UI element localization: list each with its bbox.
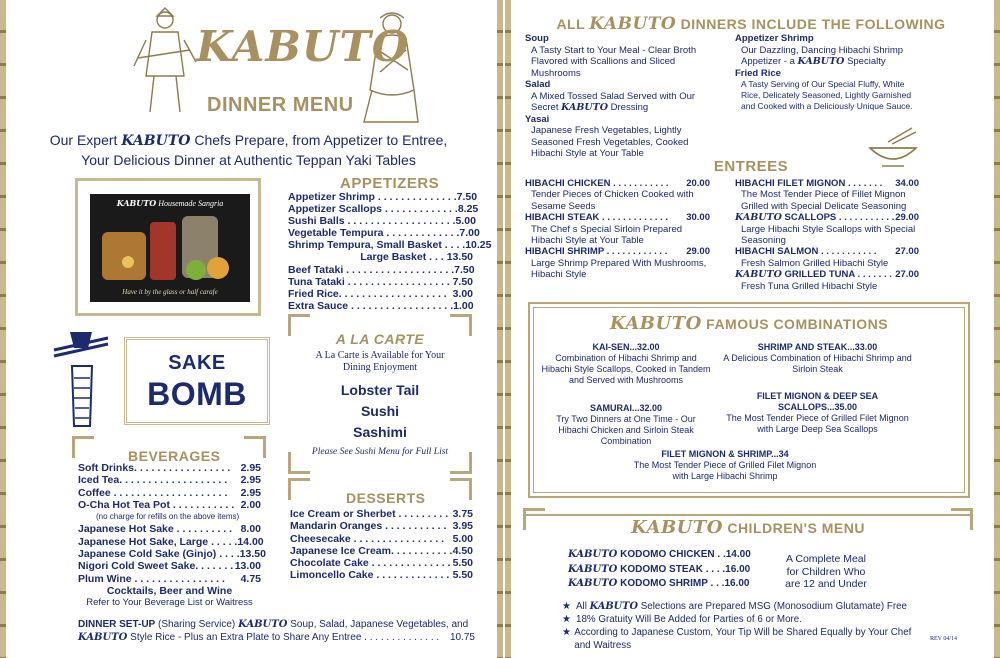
dinner-setup: DINNER SET-UP (Sharing Service) KABUTO Soup, Salad, Japanese Vegetables, and KABUTO Style Rice - Plus an Extra Plate to Share Any Entree . . . . . . . . . . . . . . 10.75 (78, 619, 475, 643)
kabuto-logo: KABUTO (561, 102, 609, 113)
star-bullet-icon: ★ (562, 627, 571, 638)
frame-corner (72, 436, 94, 458)
salad-label: Salad (525, 79, 551, 90)
desserts-list (290, 508, 473, 582)
kabuto-logo: KABUTO (196, 22, 410, 71)
childrens-top-rule (523, 514, 973, 516)
menu-item: Fried Rice. . . . . . . . . . . . . . . . . . . 3.00 (288, 287, 473, 300)
kabuto-logo: KABUTO (568, 563, 618, 575)
a-la-carte-item: Sashimi (353, 424, 407, 440)
tip-note: ★ According to Japanese Custom, Your Tip Will be Shared Equally by Your Chef and Waitress (562, 627, 912, 651)
sake-bomb-box: SAKE BOMB (124, 337, 270, 425)
menu-item: Japanese Cold Sake (Ginjo) . . . . 13.50 (78, 548, 266, 561)
star-bullet-icon: ★ (562, 601, 571, 612)
sushi-menu-note: Please See Sushi Menu for Full List (311, 447, 449, 457)
includes-right-column (735, 33, 917, 112)
menu-item: Appetizer Scallops . . . . . . . . . . . . . 8.25 (288, 203, 479, 216)
menu-item: Large Basket . . . 13.50 (360, 251, 473, 264)
menu-item: Limoncello Cake . . . . . . . . . . . . . 5.50 (290, 569, 473, 582)
kabuto-logo: KABUTO (568, 549, 618, 560)
menu-item: Soft Drinks. . . . . . . . . . . . . . . . . 2.95 (78, 462, 261, 474)
childrens-heading: KABUTO CHILDREN'S MENU (631, 517, 865, 538)
entrees-right-column: HIBACHI FILET MIGNON . . . . . . . 34.00 The Most Tender Piece of Fillet Mignon Grilled with Special Delicate Seasoning KABUTO SCALLOPS . . . . . . . . . . . 29.00 Large Hibachi Style Scallops with Special Seasoning HIBACHI SALMON . . . . . . . . . . . 27.00 Fresh Salmon Grilled Hibachi Style KABUTO GRILLED TUNA . . . . . . . 27.00 Fresh Tuna Grilled Hibachi Style (735, 178, 919, 292)
menu-item: Coffee . . . . . . . . . . . . . . . . . . . . 2.95 (78, 486, 261, 499)
appetizer-shrimp-description: Our Dazzling, Dancing Hibachi Shrimp Appetizer - a KABUTO Specialty (741, 44, 904, 67)
kabuto-logo: KABUTO (78, 631, 128, 643)
menu-item: Appetizer Shrimp . . . . . . . . . . . . . . 7.50 (288, 191, 478, 203)
frame-corner (244, 436, 266, 458)
appetizer-shrimp-label: Appetizer Shrimp (735, 33, 814, 44)
menu-item: Tuna Tataki . . . . . . . . . . . . . . . . . . 7.50 (288, 275, 473, 288)
revision-code: REV 04/14 (930, 636, 958, 642)
menu-item: Beef Tataki . . . . . . . . . . . . . . . . . . . 7.50 (288, 263, 475, 276)
menu-title: DINNER MENU (207, 94, 354, 116)
entree-item: HIBACHI SALMON . . . . . . . . . . . 27.00 (735, 246, 919, 258)
kabuto-logo: KABUTO (121, 133, 191, 149)
appetizers-list (288, 191, 492, 312)
cocktails-line: Cocktails, Beer and Wine (106, 584, 233, 597)
includes-heading: ALL KABUTO DINNERS INCLUDE THE FOLLOWING (556, 14, 946, 34)
menu-item: Japanese Hot Sake . . . . . . . . . . 8.00 (78, 523, 261, 536)
kabuto-logo: KABUTO (589, 601, 638, 612)
bamboo-border-left (0, 0, 6, 658)
star-bullet-icon: ★ (562, 614, 571, 625)
entree-item: KABUTO SCALLOPS . . . . . . . . . . . 29.00 (735, 212, 919, 224)
tagline-line-2: Your Delicious Dinner at Authentic Teppan Yaki Tables (81, 152, 416, 168)
menu-item: Japanese Hot Sake, Large . . . . . 14.00 (78, 535, 264, 548)
a-la-carte-items (288, 380, 472, 443)
menu-item: Mandarin Oranges . . . . . . . . . . . 3.95 (290, 520, 473, 533)
frame-corner (450, 478, 472, 500)
beverages-heading: BEVERAGES (128, 448, 221, 464)
a-la-carte-heading: A LA CARTE (335, 331, 425, 347)
menu-item: Vegetable Tempura . . . . . . . . . . . . . 7.00 (288, 227, 480, 240)
a-la-carte-item: Lobster Tail (340, 382, 420, 398)
sangria-glasses-image (98, 212, 242, 282)
menu-item: Extra Sauce . . . . . . . . . . . . . . . . . . 1.00 (288, 299, 474, 312)
bamboo-border-center-left (497, 0, 503, 658)
entrees-left-column: HIBACHI CHICKEN . . . . . . . . . . . 20.00 Tender Pieces of Chicken Cooked with Sesame Seeds HIBACHI STEAK . . . . . . . . . . . . . 30.00 The Chef s Special Sirloin Prepared Hibachi Style at Your Table HIBACHI SHRIMP . . . . . . . . . . . . 29.00 Large Shrimp Prepared With Mushrooms, Hibachi Style (525, 178, 710, 281)
salad-description: A Mixed Tossed Salad Served with Our Secret KABUTO Dressing (531, 90, 696, 113)
menu-item: Cheesecake . . . . . . . . . . . . . . . . 5.00 (290, 532, 473, 545)
a-la-carte-note: A La Carte is Available for Your Dining Enjoyment (315, 350, 445, 373)
bamboo-border-center-right (505, 0, 511, 658)
menu-item: KABUTO KODOMO SHRIMP . . . 16.00 (568, 578, 750, 589)
footnotes (562, 600, 922, 652)
kabuto-logo: KABUTO (631, 517, 723, 538)
includes-left-column (525, 33, 705, 160)
a-la-carte-item: Sushi (360, 403, 400, 419)
entree-item: HIBACHI CHICKEN . . . . . . . . . . . 20.00 (525, 178, 710, 189)
combinations-heading: KABUTO FAMOUS COMBINATIONS (609, 313, 889, 334)
yasai-label: Yasai (525, 113, 550, 125)
beverage-list-note: Refer to Your Beverage List or Waitress (86, 597, 253, 609)
menu-item: Chocolate Cake . . . . . . . . . . . . . . 5.50 (290, 557, 473, 570)
menu-item: Plum Wine . . . . . . . . . . . . . . . . 4.75 (78, 572, 261, 585)
kabuto-logo: KABUTO (609, 313, 702, 334)
samurai-illustration (130, 6, 200, 118)
entree-item: HIBACHI FILET MIGNON . . . . . . . 34.00 (735, 178, 919, 189)
msg-note: ★ All KABUTO Selections are Prepared MSG (Monosodium Glutamate) Free (562, 601, 907, 612)
gratuity-note: ★ 18% Gratuity Will Be Added for Parties of 6 or More. (562, 614, 802, 625)
menu-item: Sushi Balls . . . . . . . . . . . . . . . . . . . 5.00 (288, 215, 476, 228)
kabuto-logo: KABUTO (238, 619, 288, 630)
sake-bomb-illustration (50, 326, 112, 430)
childrens-note: A Complete Meal for Children Who are 12 and Under (785, 553, 867, 590)
entrees-heading: ENTREES (713, 158, 789, 175)
sangria-photo: KABUTO Housemade Sangria Have it by the glass or half carafe (90, 194, 250, 302)
kabuto-logo: KABUTO (568, 578, 618, 589)
entree-item: KABUTO GRILLED TUNA . . . . . . . 27.00 (735, 269, 919, 281)
combination-item: SAMURAI...32.00 Try Two Dinners at One Time - Our Hibachi Chicken and Sirloin Steak Combination (556, 403, 696, 446)
menu-item: Shrimp Tempura, Small Basket . . . . 10.25 (288, 239, 492, 252)
menu-item: O-Cha Hot Tea Pot . . . . . . . . . . . 2.00 (78, 498, 261, 511)
soup-description: A Tasty Start to Your Meal - Clear Broth Flavored with Scallions and Sliced Mushrooms (531, 44, 697, 79)
menu-item: Japanese Ice Cream. . . . . . . . . . . 4.50 (290, 544, 473, 557)
desserts-heading: DESSERTS (346, 490, 426, 506)
childrens-list (568, 548, 751, 592)
beverages-list (78, 462, 266, 610)
kabuto-logo: KABUTO (735, 212, 782, 224)
combination-item: KAI-SEN...32.00 Combination of Hibachi Shrimp and Hibachi Style Scallops, Cooked in Tandem and Served with Mushrooms (541, 342, 711, 385)
menu-item: Nigori Cold Sweet Sake. . . . . . . 13.00 (78, 560, 261, 573)
kabuto-logo: KABUTO (116, 198, 157, 208)
fried-rice-label: Fried Rice (735, 67, 781, 79)
kabuto-logo: KABUTO (797, 56, 845, 67)
refill-note: (no charge for refills on the above items) (96, 512, 240, 522)
entree-item: HIBACHI SHRIMP . . . . . . . . . . . . 29.00 (525, 246, 710, 258)
appetizers-heading: APPETIZERS (340, 175, 440, 192)
tagline-line-1: Our Expert KABUTO Chefs Prepare, from Appetizer to Entree, (49, 132, 448, 149)
kabuto-logo: KABUTO (589, 14, 677, 34)
combination-item: SHRIMP AND STEAK...33.00 A Delicious Combination of Hibachi Shrimp and Sirloin Steak (723, 342, 912, 374)
frame-corner (288, 478, 310, 500)
kabuto-logo: KABUTO (735, 269, 782, 281)
combination-item: FILET MIGNON & SHRIMP...34 The Most Tender Piece of Grilled Filet Mignon with Large Hibachi Shrimp (633, 449, 817, 481)
menu-item: Iced Tea. . . . . . . . . . . . . . . . . . . 2.95 (78, 474, 261, 487)
fried-rice-description: A Tasty Serving of Our Special Fluffy, White Rice, Delicately Seasoned, Lightly Garnished and Cooked with a Deliciously Unique Sauce. (741, 79, 913, 111)
bamboo-border-right (994, 0, 1000, 658)
yasai-description: Japanese Fresh Vegetables, Lightly Seasoned Fresh Vegetables, Cooked Hibachi Style at Your Table (531, 125, 689, 159)
entree-item: HIBACHI STEAK . . . . . . . . . . . . . 30.00 (525, 212, 710, 224)
menu-item: Ice Cream or Sherbet . . . . . . . . . 3.75 (290, 508, 473, 520)
menu-item: KABUTO KODOMO CHICKEN . . 14.00 (568, 549, 751, 560)
soup-label: Soup (525, 33, 549, 44)
menu-item: KABUTO KODOMO STEAK . . . . 16.00 (568, 563, 751, 575)
combination-item: FILET MIGNON & DEEP SEA SCALLOPS...35.00 The Most Tender Piece of Grilled Filet Mignon with Large Deep Sea Scallops (726, 391, 909, 434)
